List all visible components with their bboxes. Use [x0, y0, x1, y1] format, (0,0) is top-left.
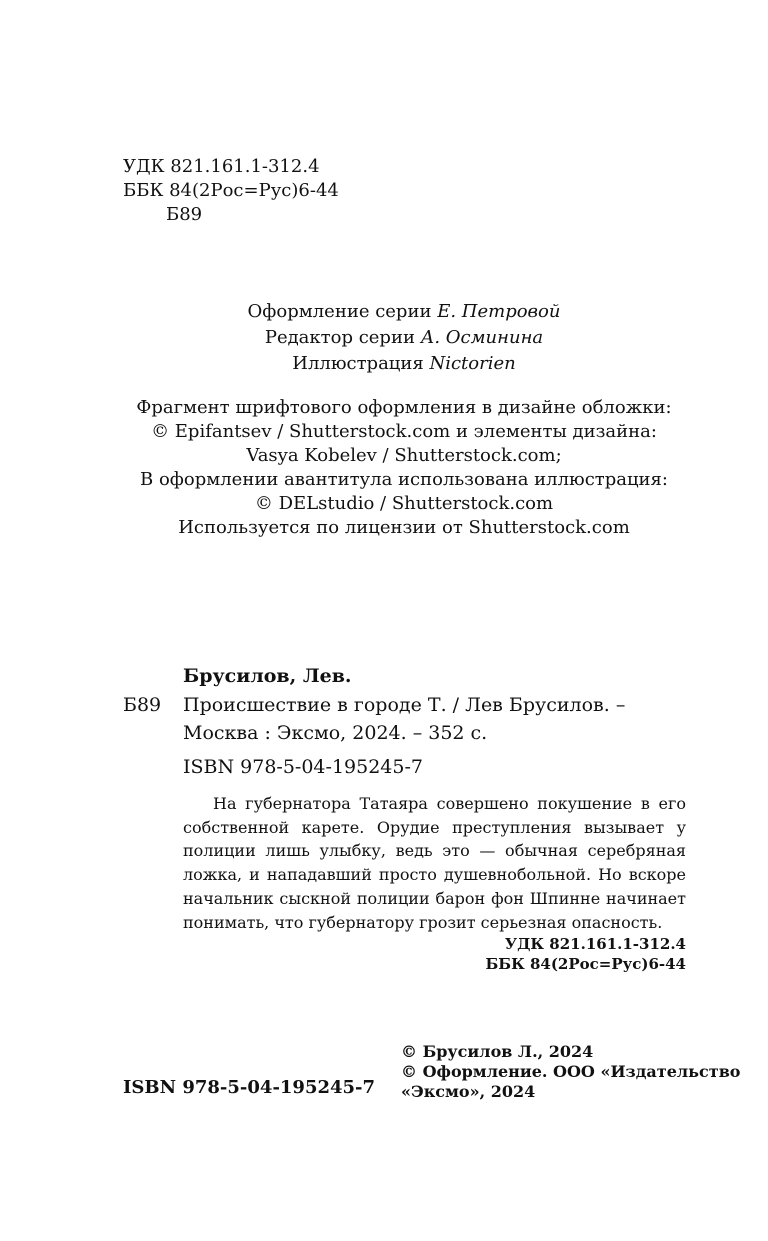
bib-isbn: ISBN 978-5-04-195245-7: [183, 756, 423, 778]
bib-title-line-2: Москва : Эксмо, 2024. – 352 с.: [183, 722, 488, 744]
author-mark-top: Б89: [166, 204, 203, 225]
fragment-line: © DELstudio / Shutterstock.com: [254, 493, 554, 514]
series-editor-label: Редактор серии: [264, 327, 415, 348]
illustration-label: Иллюстрация: [292, 353, 424, 374]
series-design-label: Оформление серии: [247, 301, 432, 322]
illustration-credit: [0, 351, 768, 377]
copyright-author: © Брусилов Л., 2024: [401, 1042, 594, 1061]
fragment-line: Используется по лицензии от Shutterstock.com: [178, 517, 630, 538]
series-design-name: Е. Петровой: [437, 301, 561, 322]
bib-author: Брусилов, Лев.: [183, 665, 352, 687]
bbk-code-bottom: ББК 84(2Рос=Рус)6-44: [485, 955, 686, 973]
bib-author-mark: Б89: [123, 694, 162, 716]
fragment-line: В оформлении авантитула использована иллюстрация:: [140, 469, 668, 490]
fragment-line: Vasya Kobelev / Shutterstock.com;: [246, 445, 562, 466]
series-design-credit: [0, 299, 768, 325]
fragment-line: Фрагмент шрифтового оформления в дизайне обложки:: [136, 397, 672, 418]
isbn-bottom: ISBN 978-5-04-195245-7: [123, 1077, 376, 1098]
fragment-line: © Epifantsev / Shutterstock.com и элементы дизайна:: [151, 421, 657, 442]
bbk-code-top: ББК 84(2Рос=Рус)6-44: [123, 180, 339, 201]
udk-code-top: УДК 821.161.1-312.4: [123, 156, 320, 177]
copyright-publisher: «Эксмо», 2024: [401, 1082, 536, 1101]
series-editor-name: А. Осминина: [420, 327, 544, 348]
bib-title-line-1: Происшествие в городе Т. / Лев Брусилов. –: [183, 694, 626, 716]
annotation-text: На губернатора Татаяра совершено покушение в его собственной карете. Орудие преступления вызывает у полиции лишь улыбку, ведь это — обычная серебряная ложка, и нападавший просто душевнобольной. Но вскоре начальник сыскной полиции барон фон Шпинне начинает понимать, что губернатору грозит серьезная опасность.: [183, 794, 686, 932]
series-editor-credit: [0, 325, 768, 351]
copyright-design: © Оформление. ООО «Издательство: [401, 1062, 741, 1081]
illustration-name: Nictorien: [429, 353, 516, 374]
udk-code-bottom: УДК 821.161.1-312.4: [504, 935, 686, 953]
